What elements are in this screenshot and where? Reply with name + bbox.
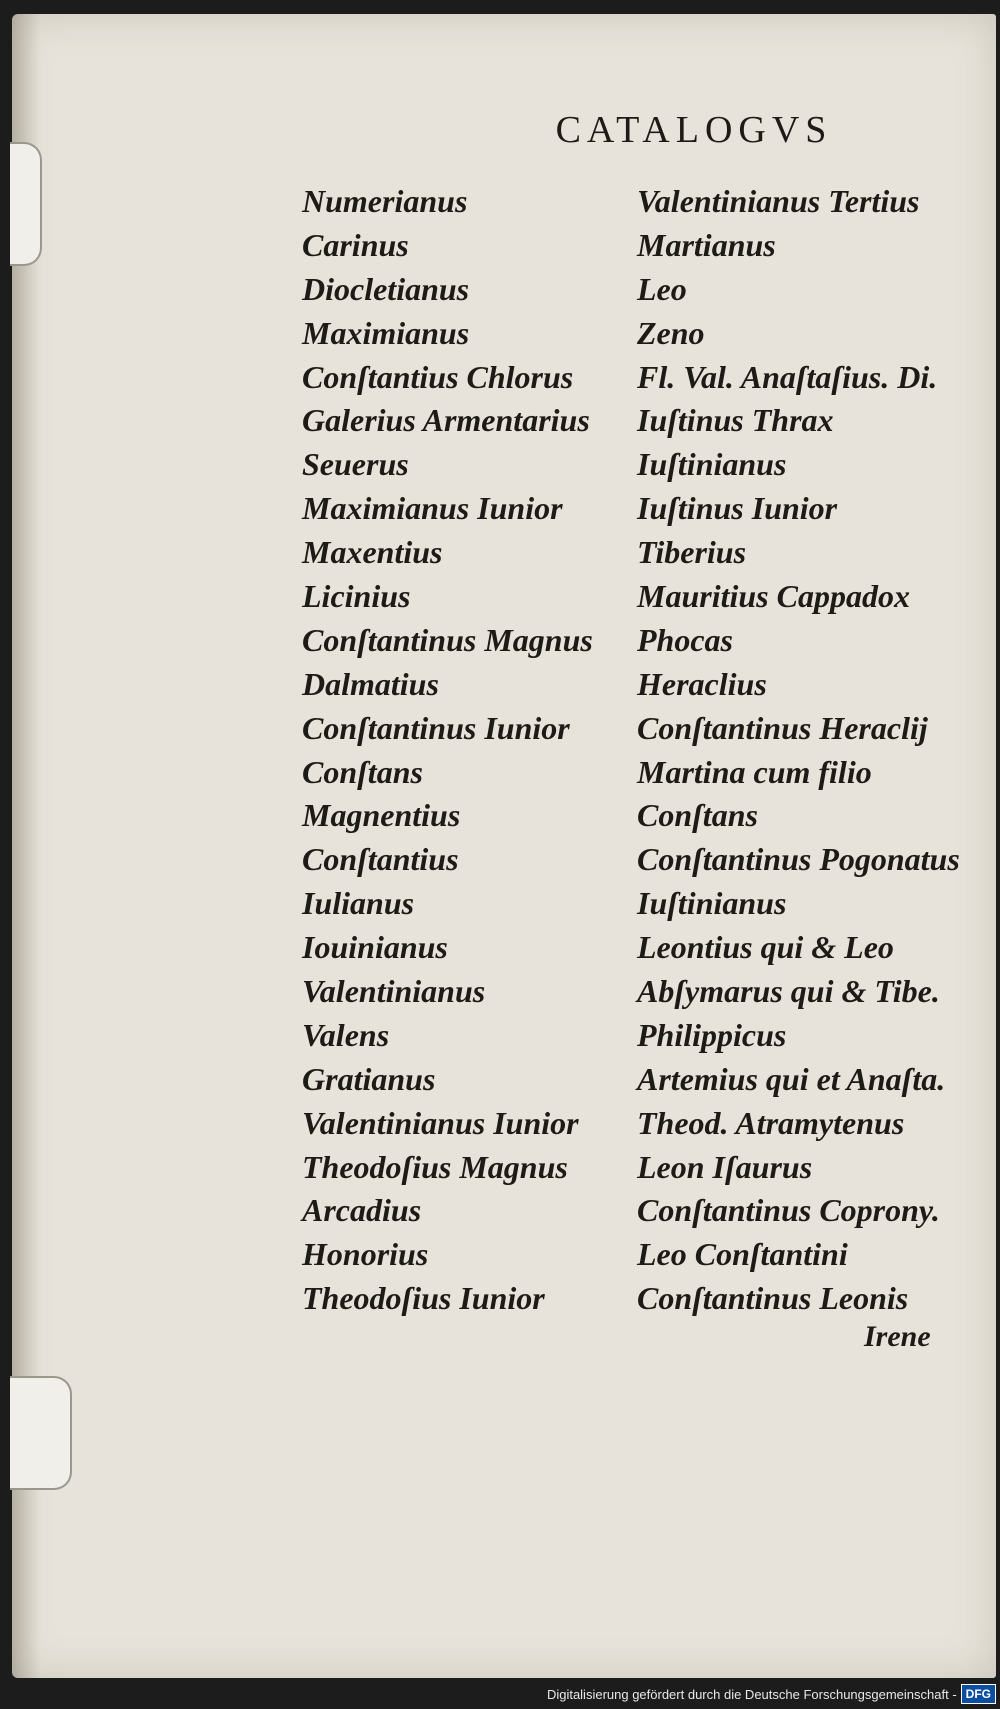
list-item: Iouinianus	[302, 929, 448, 966]
list-item: Conſtantinus Pogonatus	[637, 841, 960, 878]
list-item: Zeno	[637, 314, 705, 351]
list-item: Galerius Armentarius	[302, 402, 590, 439]
list-item: Conſtantius	[302, 841, 459, 878]
list-item: Abſymarus qui & Tibe.	[637, 973, 940, 1010]
list-item: Numerianus	[302, 183, 468, 219]
list-item: Phocas	[637, 621, 733, 658]
list-item: Maximianus Iunior	[302, 490, 563, 527]
list-item: Conſtans	[637, 797, 758, 834]
list-item: Martina cum filio	[637, 753, 872, 790]
list-item: Leontius qui & Leo	[637, 929, 894, 966]
list-item: Valentinianus Iunior	[302, 1104, 579, 1141]
list-item: Conſtantinus Iunior	[302, 709, 570, 746]
book-page	[12, 14, 996, 1678]
list-item: Conſtantius Chlorus	[302, 358, 574, 395]
list-item: Iuſtinus Thrax	[637, 402, 834, 439]
list-item: Iuſtinianus	[637, 446, 787, 483]
list-item: Fl. Val. Anaſtaſius. Di.	[637, 358, 938, 395]
list-item: Dalmatius	[302, 665, 439, 702]
digitization-footer	[547, 1683, 996, 1705]
list-item: Theodoſius Iunior	[302, 1280, 545, 1317]
list-item: Martianus	[637, 226, 776, 263]
list-item: Maximianus	[302, 314, 470, 351]
list-item: Iuſtinus Iunior	[637, 490, 838, 527]
list-item: Maxentius	[302, 534, 443, 571]
list-item: Tiberius	[637, 534, 747, 571]
list-item: Heraclius	[637, 665, 767, 702]
page-clip-bottom	[10, 1376, 72, 1490]
dfg-logo-icon: DFG	[961, 1684, 996, 1704]
list-item: Theodoſius Magnus	[302, 1148, 568, 1185]
list-item: Philippicus	[637, 1016, 787, 1053]
left-column	[302, 180, 593, 1321]
catchword: Irene	[864, 1320, 931, 1353]
footer-text: Digitalisierung gefördert durch die Deutsche Forschungsgemeinschaft -	[546, 1686, 957, 1702]
list-item: Conſtantinus Leonis	[637, 1280, 909, 1317]
list-item: Diocletianus	[302, 270, 470, 307]
list-item: Iuſtinianus	[637, 885, 787, 922]
list-item: Valentinianus	[302, 973, 486, 1010]
right-column	[637, 180, 960, 1321]
list-item: Conſtantinus Magnus	[302, 621, 593, 658]
list-item: Valens	[302, 1016, 390, 1053]
list-item: Leo Conſtantini	[637, 1236, 848, 1273]
list-item: Magnentius	[302, 797, 461, 834]
list-item: Arcadius	[302, 1192, 422, 1229]
list-item: Mauritius Cappadox	[637, 578, 910, 615]
list-item: Gratianus	[302, 1060, 436, 1097]
list-item: Iulianus	[302, 885, 415, 922]
list-item: Theod. Atramytenus	[637, 1104, 905, 1141]
list-item: Conſtantinus Coprony.	[637, 1192, 940, 1229]
list-item: Honorius	[302, 1236, 429, 1273]
list-item: Artemius qui et Anaſta.	[637, 1060, 946, 1097]
list-item: Leon Iſaurus	[637, 1148, 813, 1185]
list-item: Licinius	[302, 578, 411, 615]
list-item: Leo	[637, 270, 687, 307]
list-item: Valentinianus Tertius	[637, 183, 920, 219]
list-item: Seuerus	[302, 446, 409, 483]
header-text: CATALOGVS	[555, 109, 833, 151]
list-item: Conſtans	[302, 753, 423, 790]
list-item: Conſtantinus Heraclij	[637, 709, 928, 746]
page-clip-top	[10, 142, 42, 266]
list-item: Carinus	[302, 226, 409, 263]
page-header	[12, 108, 996, 152]
